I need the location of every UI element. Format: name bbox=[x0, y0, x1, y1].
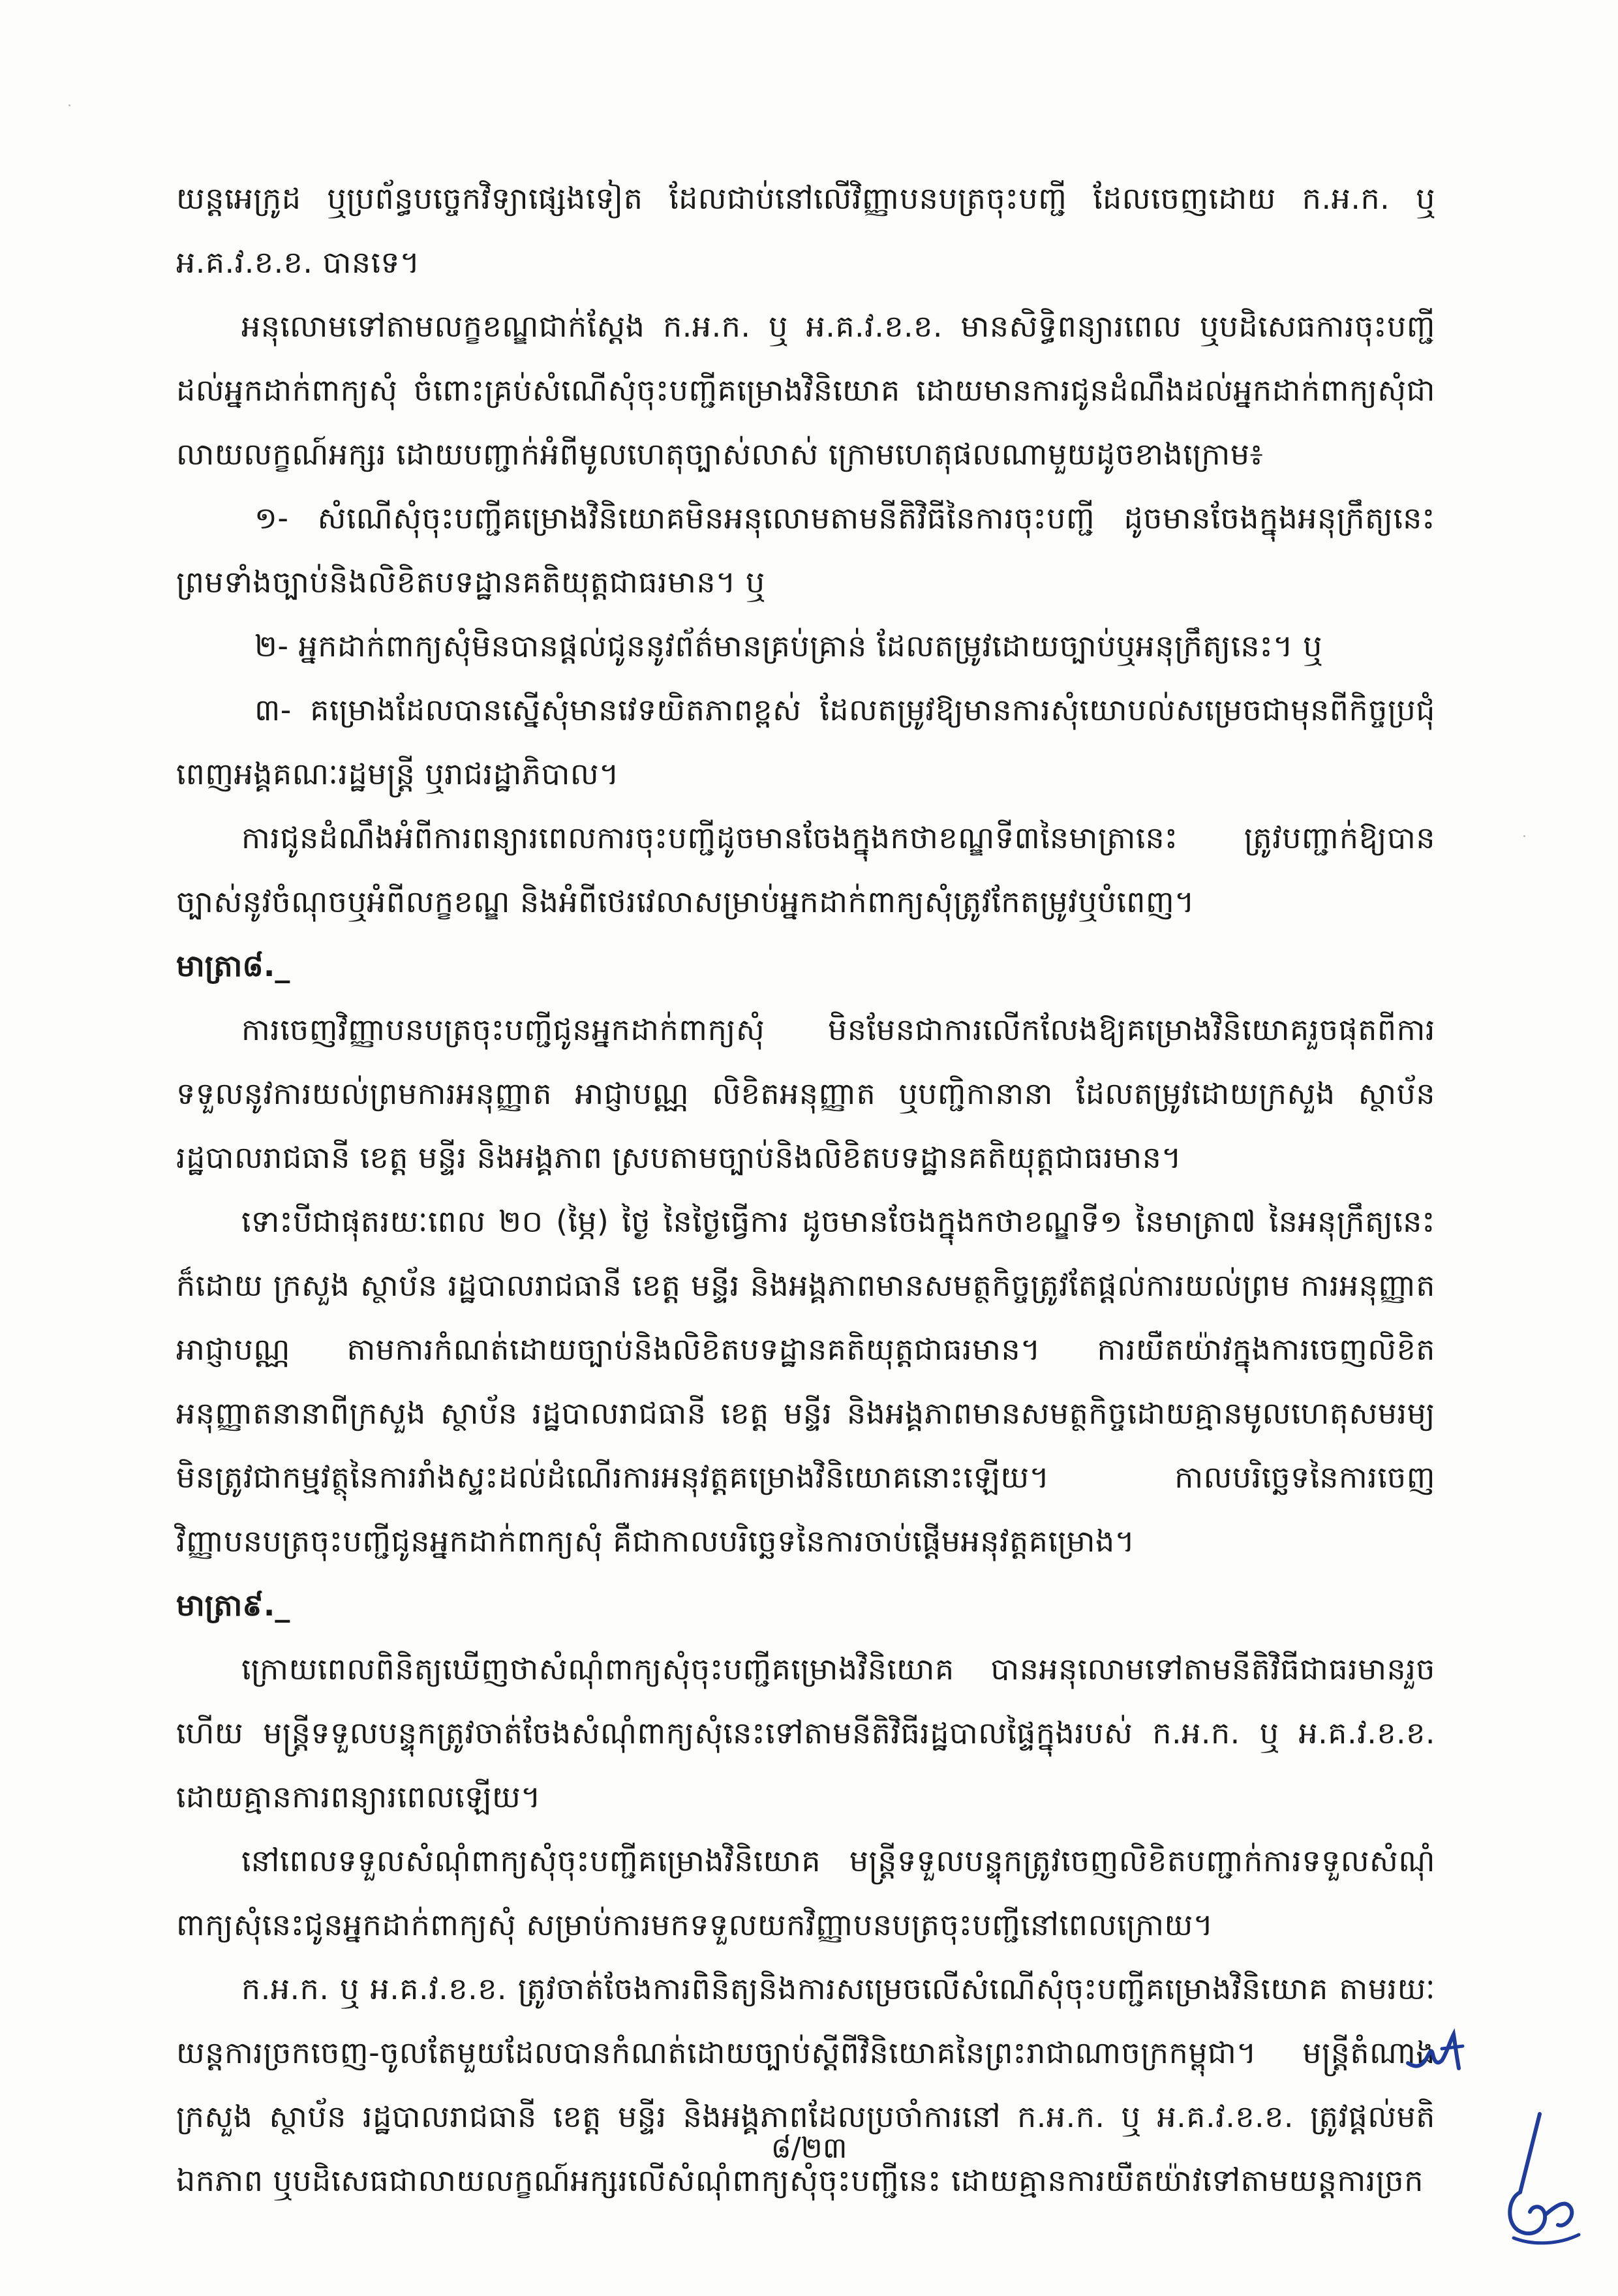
paragraph: អនុលោមទៅតាមលក្ខខណ្ឌជាក់ស្តែង ក.អ.ក. ឬ អ.គ.វ.ខ.ខ. មានសិទ្ធិពន្យារពេល ឬបដិសេធការចុះបញ្ជី ដល់អ្នកដាក់ពាក្យសុំ ចំពោះគ្រប់សំណើសុំចុះបញ្ជីគម្រោងវិនិយោគ ដោយមានការជូនដំណឹងដល់អ្នកដាក់ពាក្យសុំជាលាយលក្ខណ៍អក្សរ ដោយបញ្ជាក់អំពីមូលហេតុច្បាស់លាស់ ក្រោមហេតុផលណាមួយដូចខាងក្រោម៖ bbox=[176, 309, 1435, 472]
scan-speck bbox=[69, 104, 70, 106]
paragraph: ការជូនដំណឹងអំពីការពន្យារពេលការចុះបញ្ជីដូចមានចែងក្នុងកថាខណ្ឌទី៣នៃមាត្រានេះ ត្រូវបញ្ជាក់ឱ្យបានច្បាស់នូវចំណុចឬអំពីលក្ខខណ្ឌ និងអំពីថេរវេលាសម្រាប់អ្នកដាក់ពាក្យសុំត្រូវកែតម្រូវឬបំពេញ។ bbox=[176, 820, 1435, 919]
paragraph: នៅពេលទទួលសំណុំពាក្យសុំចុះបញ្ជីគម្រោងវិនិយោគ មន្ត្រីទទួលបន្ទុកត្រូវចេញលិខិតបញ្ជាក់ការទទួលសំណុំពាក្យសុំនេះជូនអ្នកដាក់ពាក្យសុំ សម្រាប់ការមកទទួលយកវិញ្ញាបនបត្រចុះបញ្ជីនៅពេលក្រោយ។ bbox=[176, 1843, 1435, 1942]
article-heading: មាត្រា៨._ bbox=[176, 948, 290, 983]
article-heading: មាត្រា៩._ bbox=[176, 1587, 290, 1623]
list-item: ២- អ្នកដាក់ពាក្យសុំមិនបានផ្តល់ជូននូវព័ត៌មានគ្រប់គ្រាន់ ដែលតម្រូវដោយច្បាប់ឬអនុក្រឹត្យនេះ។ ឬ bbox=[254, 628, 1322, 664]
paragraph: ទោះបីជាផុតរយៈពេល ២០ (ម្ភៃ) ថ្ងៃ នៃថ្ងៃធ្វើការ ដូចមានចែងក្នុងកថាខណ្ឌទី១ នៃមាត្រា៧ នៃអនុក្រឹត្យនេះក៏ដោយ ក្រសួង ស្ថាប័ន រដ្ឋបាលរាជធានី ខេត្ត មន្ទីរ និងអង្គភាពមានសមត្ថកិច្ចត្រូវតែផ្តល់ការយល់ព្រម ការអនុញ្ញាត អាជ្ញាបណ្ណ តាមការកំណត់ដោយច្បាប់និងលិខិតបទដ្ឋានគតិយុត្តជាធរមាន។ ការយឺតយ៉ាវក្នុងការចេញលិខិតអនុញ្ញាតនានាពីក្រសួង ស្ថាប័ន រដ្ឋបាលរាជធានី ខេត្ត មន្ទីរ និងអង្គភាពមានសមត្ថកិច្ចដោយគ្មានមូលហេតុសមរម្យ មិនត្រូវជាកម្មវត្ថុនៃការរាំងស្ទះដល់ដំណើរការអនុវត្តគម្រោងវិនិយោគនោះឡើយ។ កាលបរិច្ឆេទនៃការចេញវិញ្ញាបនបត្រចុះបញ្ជីជូនអ្នកដាក់ពាក្យសុំ គឺជាកាលបរិច្ឆេទនៃការចាប់ផ្តើមអនុវត្តគម្រោង។ bbox=[176, 1204, 1435, 1559]
paragraph: ក.អ.ក. ឬ អ.គ.វ.ខ.ខ. ត្រូវចាត់ចែងការពិនិត្យនិងការសម្រេចលើសំណើសុំចុះបញ្ជីគម្រោងវិនិយោគ តាមរយៈយន្តការច្រកចេញ-ចូលតែមួយដែលបានកំណត់ដោយច្បាប់ស្តីពីវិនិយោគនៃព្រះរាជាណាចក្រកម្ពុជា។ មន្ត្រីតំណាងក្រសួង ស្ថាប័ន រដ្ឋបាលរាជធានី ខេត្ត មន្ទីរ និងអង្គភាពដែលប្រចាំការនៅ ក.អ.ក. ឬ អ.គ.វ.ខ.ខ. ត្រូវផ្តល់មតិឯកភាព ឬបដិសេធជាលាយលក្ខណ៍អក្សរលើសំណុំពាក្យសុំចុះបញ្ជីនេះ ដោយគ្មានការយឺតយ៉ាវទៅតាមយន្តការច្រក bbox=[176, 1971, 1435, 2198]
paragraph: ក្រោយពេលពិនិត្យឃើញថាសំណុំពាក្យសុំចុះបញ្ជីគម្រោងវិនិយោគ បានអនុលោមទៅតាមនីតិវិធីជាធរមានរួចហើយ មន្ត្រីទទួលបន្ទុកត្រូវចាត់ចែងសំណុំពាក្យសុំនេះទៅតាមនីតិវិធីរដ្ឋបាលផ្ទៃក្នុងរបស់ ក.អ.ក. ឬ អ.គ.វ.ខ.ខ. ដោយគ្មានការពន្យារពេលឡើយ។ bbox=[176, 1651, 1435, 1814]
page-number: ៨/២៣ bbox=[771, 2132, 847, 2165]
handwritten-initials bbox=[1403, 2023, 1468, 2081]
scan-speck bbox=[1523, 835, 1525, 837]
paragraph: ការចេញវិញ្ញាបនបត្រចុះបញ្ជីជូនអ្នកដាក់ពាក្យសុំ មិនមែនជាការលើកលែងឱ្យគម្រោងវិនិយោគរួចផុតពីការទទួលនូវការយល់ព្រមការអនុញ្ញាត អាជ្ញាបណ្ណ លិខិតអនុញ្ញាត ឬបញ្ជិកានានា ដែលតម្រូវដោយក្រសួង ស្ថាប័ន រដ្ឋបាលរាជធានី ខេត្ត មន្ទីរ និងអង្គភាព ស្របតាមច្បាប់និងលិខិតបទដ្ឋានគតិយុត្តជាធរមាន។ bbox=[176, 1012, 1435, 1175]
list-item: ៣- គម្រោងដែលបានស្នើសុំមានវេទយិតភាពខ្ពស់ ដែលតម្រូវឱ្យមានការសុំយោបល់សម្រេចជាមុនពីកិច្ចប្រជុំពេញអង្គគណៈរដ្ឋមន្ត្រី ឬរាជរដ្ឋាភិបាល។ bbox=[176, 692, 1435, 791]
document-body bbox=[176, 166, 1435, 2212]
handwritten-signature bbox=[1494, 2101, 1592, 2251]
list-item: ១- សំណើសុំចុះបញ្ជីគម្រោងវិនិយោគមិនអនុលោមតាមនីតិវិធីនៃការចុះបញ្ជី ដូចមានចែងក្នុងអនុក្រឹត្យនេះ ព្រមទាំងច្បាប់និងលិខិតបទដ្ឋានគតិយុត្តជាធរមាន។ ឬ bbox=[176, 500, 1435, 600]
paragraph: យន្តអេក្រូដ ឬប្រព័ន្ធបច្ចេកវិទ្យាផ្សេងទៀត ដែលជាប់នៅលើវិញ្ញាបនបត្រចុះបញ្ជី ដែលចេញដោយ ក.អ.ក. ឬ អ.គ.វ.ខ.ខ. បានទេ។ bbox=[176, 181, 1435, 280]
